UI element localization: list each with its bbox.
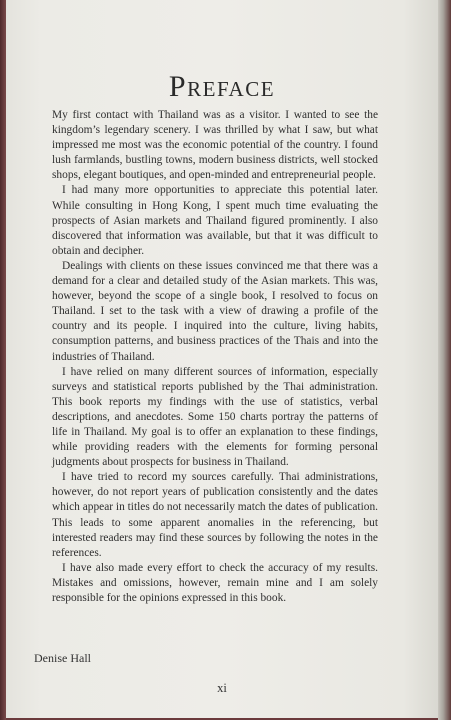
page-number: xi: [217, 681, 227, 695]
paragraph-3: Dealings with clients on these issues convinced me that there was a demand for a clear and detailed study of the Asian markets. This was, however, beyond the scope of a single book, I resolved to focus on Thailand. I set to the task with a view of drawing a profile of the country and its people. I inquired into the culture, living habits, consumption patterns, and business practices of the Thais and into the industries of Thailand.: [52, 259, 378, 363]
page-title: Preface: [168, 70, 276, 103]
paragraph-6: I have also made every effort to check the accuracy of my results. Mistakes and omissions, however, remain mine and I am solely responsible for the opinions expressed in this book.: [52, 561, 378, 604]
book-page: [6, 0, 438, 718]
paragraph-4: I have relied on many different sources of information, especially surveys and statistical reports published by the Thai administration. This book reports my findings with the use of statistics, verbal descriptions, and anecdotes. Some 150 charts portray the patterns of life in Thailand. My goal is to offer an explanation to these findings, while providing readers with the elements for forming personal judgments about prospects for business in Thailand.: [52, 365, 378, 469]
preface-body: [52, 108, 378, 606]
paragraph-1: My first contact with Thailand was as a visitor. I wanted to see the kingdom’s legendary scenery. I was thrilled by what I saw, but what impressed me most was the economic potential of the country. I found lush farmlands, bustling towns, modern business districts, well stocked shops, elegant boutiques, and open-minded and entrepreneurial people.: [52, 109, 378, 182]
page-edge: [438, 0, 451, 720]
paragraph-5: I have tried to record my sources carefully. Thai administrations, however, do not report years of publication consistently and the dates which appear in titles do not necessarily match the dates of publication. This leads to some apparent anomalies in the referencing, but interested readers may find these sources by following the notes in the references.: [52, 471, 378, 559]
author-signature: Denise Hall: [34, 651, 91, 665]
paragraph-2: I had many more opportunities to appreciate this potential later. While consulting in Hong Kong, I spent much time evaluating the prospects of Asian markets and Thailand figured prominently. I also discovered that information was available, but that it was difficult to obtain and decipher.: [52, 184, 378, 257]
